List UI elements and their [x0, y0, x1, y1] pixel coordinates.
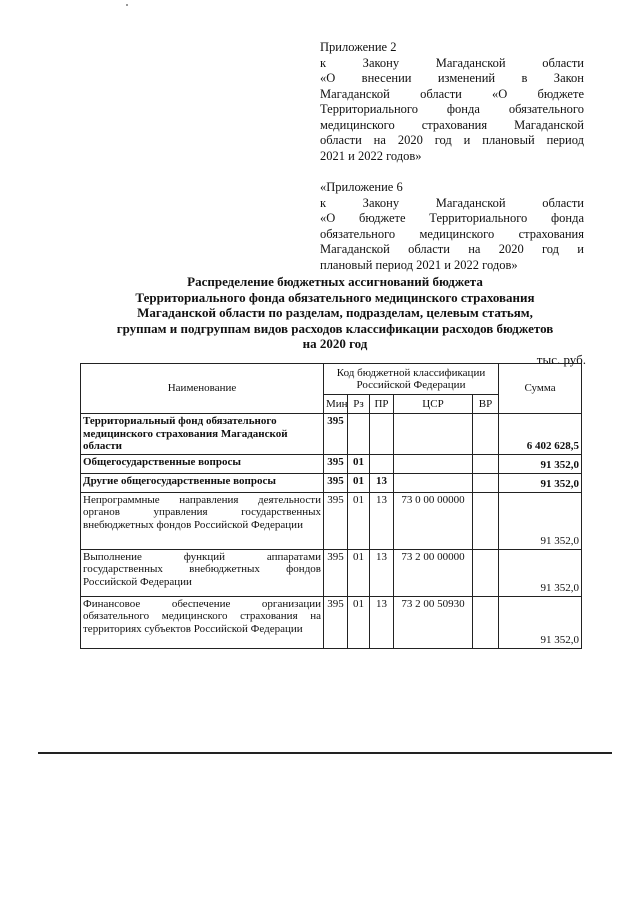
- title-line: группам и подгруппам видов расходов классификации расходов бюджетов: [116, 320, 554, 336]
- page-divider: [38, 752, 612, 754]
- row-pr: [370, 414, 394, 455]
- row-csr: [394, 414, 473, 455]
- table-row: [81, 492, 582, 549]
- header-name: Наименование: [81, 364, 324, 414]
- annex-2-header: [320, 40, 584, 164]
- row-rz: 01: [348, 454, 370, 473]
- annex-2-line: 2021 и 2022 годов»: [320, 148, 422, 163]
- row-vr: [473, 549, 499, 596]
- row-csr: [394, 454, 473, 473]
- row-rz: [348, 414, 370, 455]
- annex-2-line: Приложение 2: [320, 40, 397, 54]
- row-sum: 91 352,0: [499, 473, 582, 492]
- row-min: 395: [324, 414, 348, 455]
- header-min: Мин: [324, 395, 348, 414]
- header-sum: Сумма: [499, 364, 582, 414]
- scan-speck: [126, 4, 128, 6]
- row-name: Территориальный фонд обязательного медицинского страхования Магаданской области: [81, 414, 324, 455]
- annex-2-line: медицинского страхования Магаданской: [320, 117, 584, 132]
- annex-2-line: Территориального фонда обязательного: [320, 102, 584, 116]
- row-sum: 6 402 628,5: [499, 414, 582, 455]
- row-pr: [370, 454, 394, 473]
- annex-2-line: «О внесении изменений в Закон: [320, 71, 584, 85]
- row-name: Общегосударственные вопросы: [81, 454, 324, 473]
- header-rz: Рз: [348, 395, 370, 414]
- row-name: Выполнение функций аппаратами государственных внебюджетных фондов Российской Федерации: [81, 549, 324, 596]
- row-min: 395: [324, 492, 348, 549]
- row-vr: [473, 454, 499, 473]
- row-pr: 13: [370, 596, 394, 648]
- row-csr: 73 0 00 00000: [394, 492, 473, 549]
- row-vr: [473, 414, 499, 455]
- row-min: 395: [324, 473, 348, 492]
- table-row: [81, 414, 582, 455]
- annex-2-line: Магаданской области «О бюджете: [320, 86, 584, 101]
- annex-6-line: обязательного медицинского страхования: [320, 226, 584, 241]
- row-csr: 73 2 00 50930: [394, 596, 473, 648]
- annex-6-line: Магаданской области на 2020 год и: [320, 242, 584, 256]
- table-row: [81, 596, 582, 648]
- header-vr: ВР: [473, 395, 499, 414]
- annex-6-header: [320, 180, 584, 273]
- units-label: тыс. руб.: [536, 352, 586, 367]
- annex-6-line: плановый период 2021 и 2022 годов»: [320, 257, 518, 272]
- row-sum: 91 352,0: [499, 549, 582, 596]
- row-name: Другие общегосударственные вопросы: [81, 473, 324, 492]
- document-title: [70, 274, 600, 352]
- table-row: [81, 473, 582, 492]
- row-csr: 73 2 00 00000: [394, 549, 473, 596]
- row-name: Непрограммные направления деятельности органов управления государственных внебюджетных фондов Российской Федерации: [81, 492, 324, 549]
- row-pr: 13: [370, 492, 394, 549]
- row-sum: 91 352,0: [499, 596, 582, 648]
- row-rz: 01: [348, 596, 370, 648]
- budget-table: [80, 363, 582, 649]
- annex-2-line: к Закону Магаданской области: [320, 55, 584, 70]
- table-row: [81, 454, 582, 473]
- title-line: Территориального фонда обязательного медицинского страхования: [135, 289, 535, 305]
- row-vr: [473, 596, 499, 648]
- row-vr: [473, 492, 499, 549]
- annex-6-line: «Приложение 6: [320, 180, 403, 194]
- annex-6-line: к Закону Магаданской области: [320, 195, 584, 210]
- header-code-group: Код бюджетной классификации Российской Федерации: [324, 364, 499, 395]
- row-rz: 01: [348, 473, 370, 492]
- row-vr: [473, 473, 499, 492]
- annex-2-line: области на 2020 год и плановый период: [320, 133, 584, 147]
- table-row: [81, 549, 582, 596]
- row-min: 395: [324, 454, 348, 473]
- row-sum: 91 352,0: [499, 454, 582, 473]
- title-line: Распределение бюджетных ассигнований бюджета: [187, 274, 483, 289]
- row-rz: 01: [348, 492, 370, 549]
- row-min: 395: [324, 596, 348, 648]
- row-pr: 13: [370, 549, 394, 596]
- title-line: на 2020 год: [302, 336, 368, 351]
- row-csr: [394, 473, 473, 492]
- row-min: 395: [324, 549, 348, 596]
- title-line: Магаданской области по разделам, подразделам, целевым статьям,: [137, 305, 533, 320]
- row-rz: 01: [348, 549, 370, 596]
- header-csr: ЦСР: [394, 395, 473, 414]
- row-pr: 13: [370, 473, 394, 492]
- header-pr: ПР: [370, 395, 394, 414]
- row-name: Финансовое обеспечение организации обязательного медицинского страхования на территориях субъектов Российской Федерации: [81, 596, 324, 648]
- annex-6-line: «О бюджете Территориального фонда: [320, 211, 584, 225]
- row-sum: 91 352,0: [499, 492, 582, 549]
